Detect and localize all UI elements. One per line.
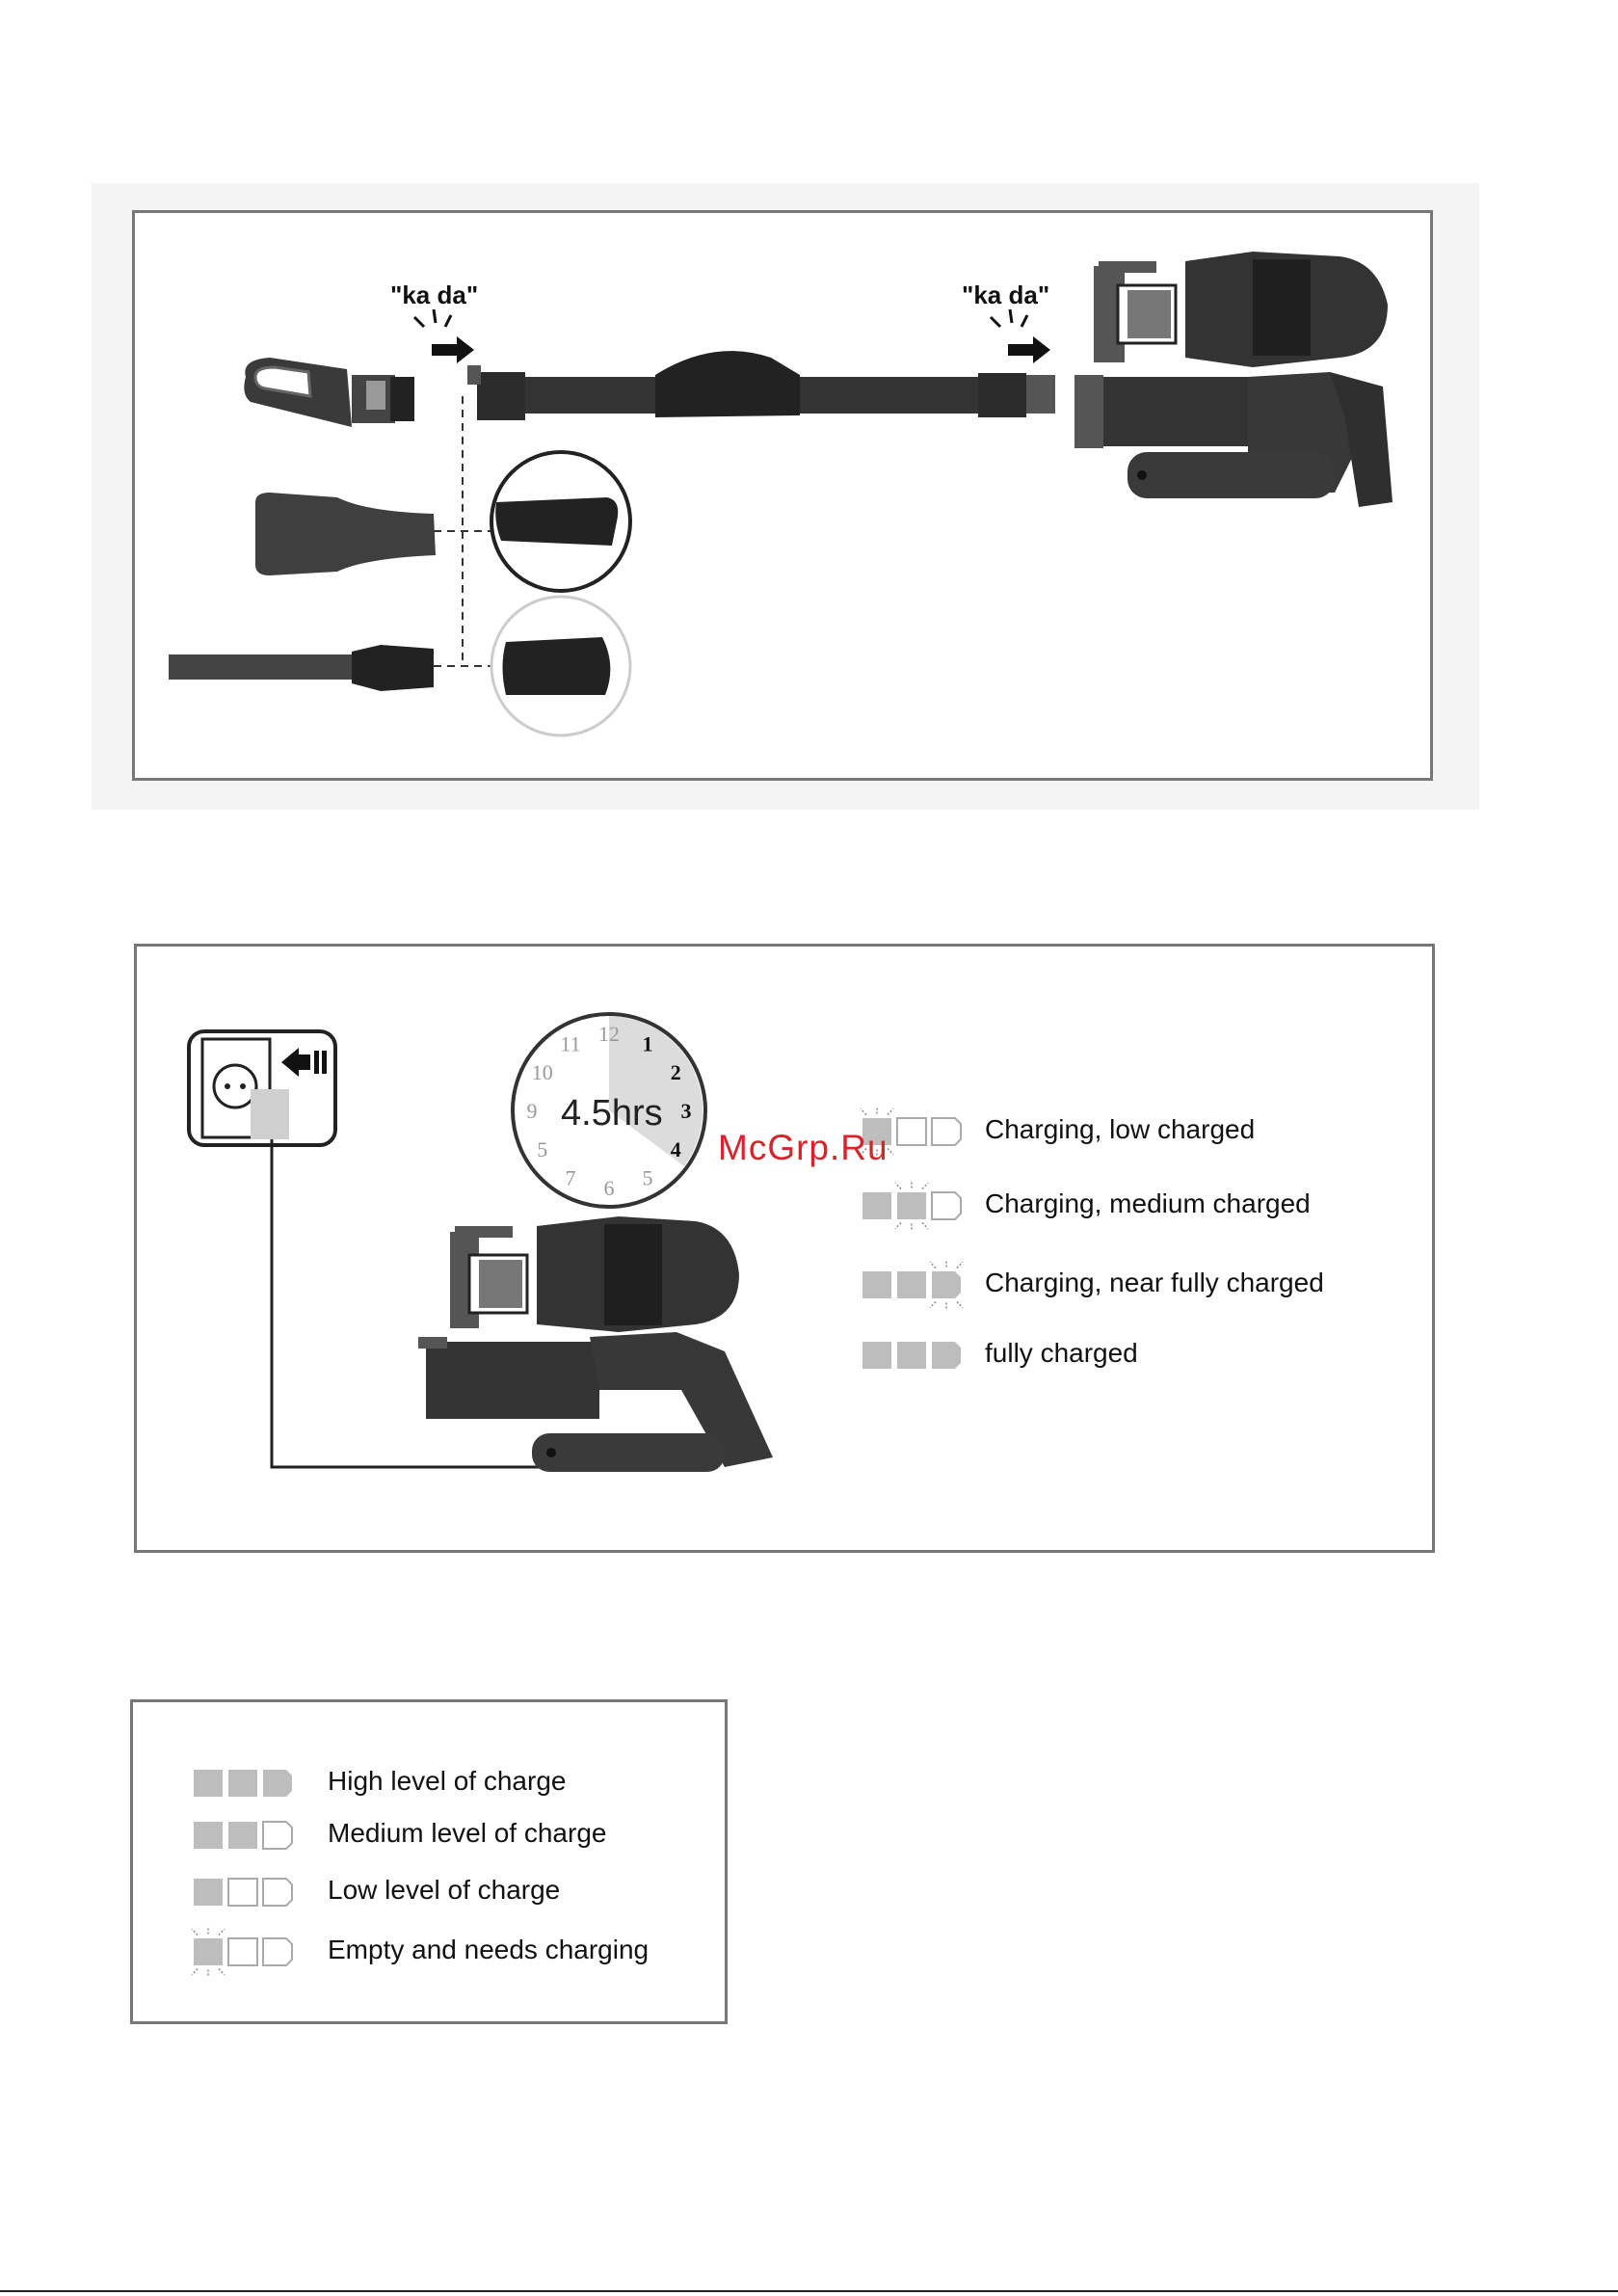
- power-outlet-icon: [189, 1031, 335, 1145]
- battery-icon: [186, 1804, 302, 1862]
- battery-cell-empty: [932, 1192, 961, 1219]
- battery-cell-filled: [228, 1822, 257, 1849]
- assembly-illustration: [135, 213, 1430, 778]
- battery-cell-filled: [228, 1770, 257, 1797]
- battery-cell-filled: [194, 1938, 223, 1965]
- click-sound-left: "ka da": [390, 280, 479, 309]
- battery-cell-empty: [263, 1879, 292, 1906]
- blink-ray: [957, 1262, 963, 1268]
- battery-cell-empty: [897, 1118, 926, 1145]
- blink-ray: [957, 1302, 963, 1308]
- blink-ray: [888, 1108, 893, 1114]
- blink-ray: [930, 1262, 936, 1268]
- battery-icon: [855, 1254, 970, 1312]
- clock-number: 5: [642, 1165, 653, 1190]
- battery-cell-filled: [194, 1822, 223, 1849]
- vacuum-main-unit-icon: [418, 1216, 773, 1472]
- battery-cell-filled: [263, 1770, 292, 1797]
- crevice-tool-icon: [169, 645, 434, 691]
- battery-status-label: Empty and needs charging: [328, 1935, 650, 1964]
- battery-icon: [186, 1861, 302, 1919]
- battery-status-label: Charging, low charged: [985, 1114, 1256, 1144]
- charging-illustration: [137, 947, 1432, 1550]
- clock-number: 4: [670, 1137, 681, 1161]
- battery-status-label: Low level of charge: [328, 1875, 561, 1905]
- battery-cell-filled: [897, 1192, 926, 1219]
- clock-number: 9: [526, 1099, 538, 1123]
- battery-cell-empty: [228, 1938, 257, 1965]
- battery-icon: [186, 1921, 302, 1979]
- blink-ray: [930, 1302, 936, 1308]
- clock-number: 12: [598, 1022, 620, 1046]
- battery-status-label: fully charged: [985, 1338, 1138, 1368]
- battery-cell-filled: [932, 1342, 961, 1369]
- blink-ray: [888, 1149, 893, 1155]
- clock-number: 7: [565, 1165, 576, 1190]
- clock-number: 3: [680, 1099, 692, 1123]
- battery-cell-empty: [263, 1822, 292, 1849]
- battery-cell-filled: [194, 1879, 223, 1906]
- blink-ray: [861, 1108, 866, 1114]
- battery-status-label: Medium level of charge: [328, 1818, 607, 1848]
- blink-ray: [922, 1223, 928, 1229]
- battery-cell-empty: [228, 1879, 257, 1906]
- charge-levels-panel: [130, 1699, 728, 2024]
- extension-tube-icon: [467, 351, 1055, 420]
- vacuum-main-unit-icon: [1074, 252, 1393, 507]
- clock-number: 10: [531, 1060, 553, 1084]
- click-sound-right: "ka da": [962, 280, 1050, 309]
- blink-ray: [192, 1929, 198, 1935]
- blink-ray: [922, 1183, 928, 1188]
- battery-icon: [855, 1175, 970, 1233]
- battery-cell-filled: [862, 1271, 891, 1298]
- battery-status-label: Charging, near fully charged: [985, 1268, 1324, 1297]
- battery-cell-empty: [263, 1938, 292, 1965]
- battery-cell-filled: [897, 1342, 926, 1369]
- battery-status-label: Charging, medium charged: [985, 1188, 1311, 1218]
- battery-cell-filled: [862, 1192, 891, 1219]
- battery-icon: [186, 1752, 302, 1810]
- clock-number: 1: [642, 1031, 653, 1056]
- brush-nozzle-icon: [244, 358, 414, 427]
- page-bottom-rule: [0, 2290, 1618, 2292]
- battery-icon: [855, 1324, 970, 1382]
- clock-number: 2: [670, 1060, 681, 1084]
- battery-cell-filled: [862, 1342, 891, 1369]
- blink-ray: [895, 1223, 901, 1229]
- clock-number: 5: [537, 1137, 548, 1161]
- watermark: McGrp.Ru: [718, 1128, 889, 1167]
- blink-ray: [192, 1969, 198, 1975]
- charging-panel: [134, 944, 1435, 1553]
- clock-number: 11: [560, 1031, 581, 1056]
- blink-ray: [895, 1183, 901, 1188]
- battery-cell-filled: [194, 1770, 223, 1797]
- assembly-panel: [132, 210, 1433, 781]
- clock-number: 6: [603, 1176, 615, 1200]
- charge-time: 4.5hrs: [561, 1093, 663, 1134]
- battery-status-label: High level of charge: [328, 1766, 567, 1796]
- battery-cell-filled: [897, 1271, 926, 1298]
- battery-cell-empty: [932, 1118, 961, 1145]
- upholstery-nozzle-icon: [255, 493, 436, 575]
- battery-cell-filled: [932, 1271, 961, 1298]
- blink-ray: [219, 1969, 225, 1975]
- blink-ray: [219, 1929, 225, 1935]
